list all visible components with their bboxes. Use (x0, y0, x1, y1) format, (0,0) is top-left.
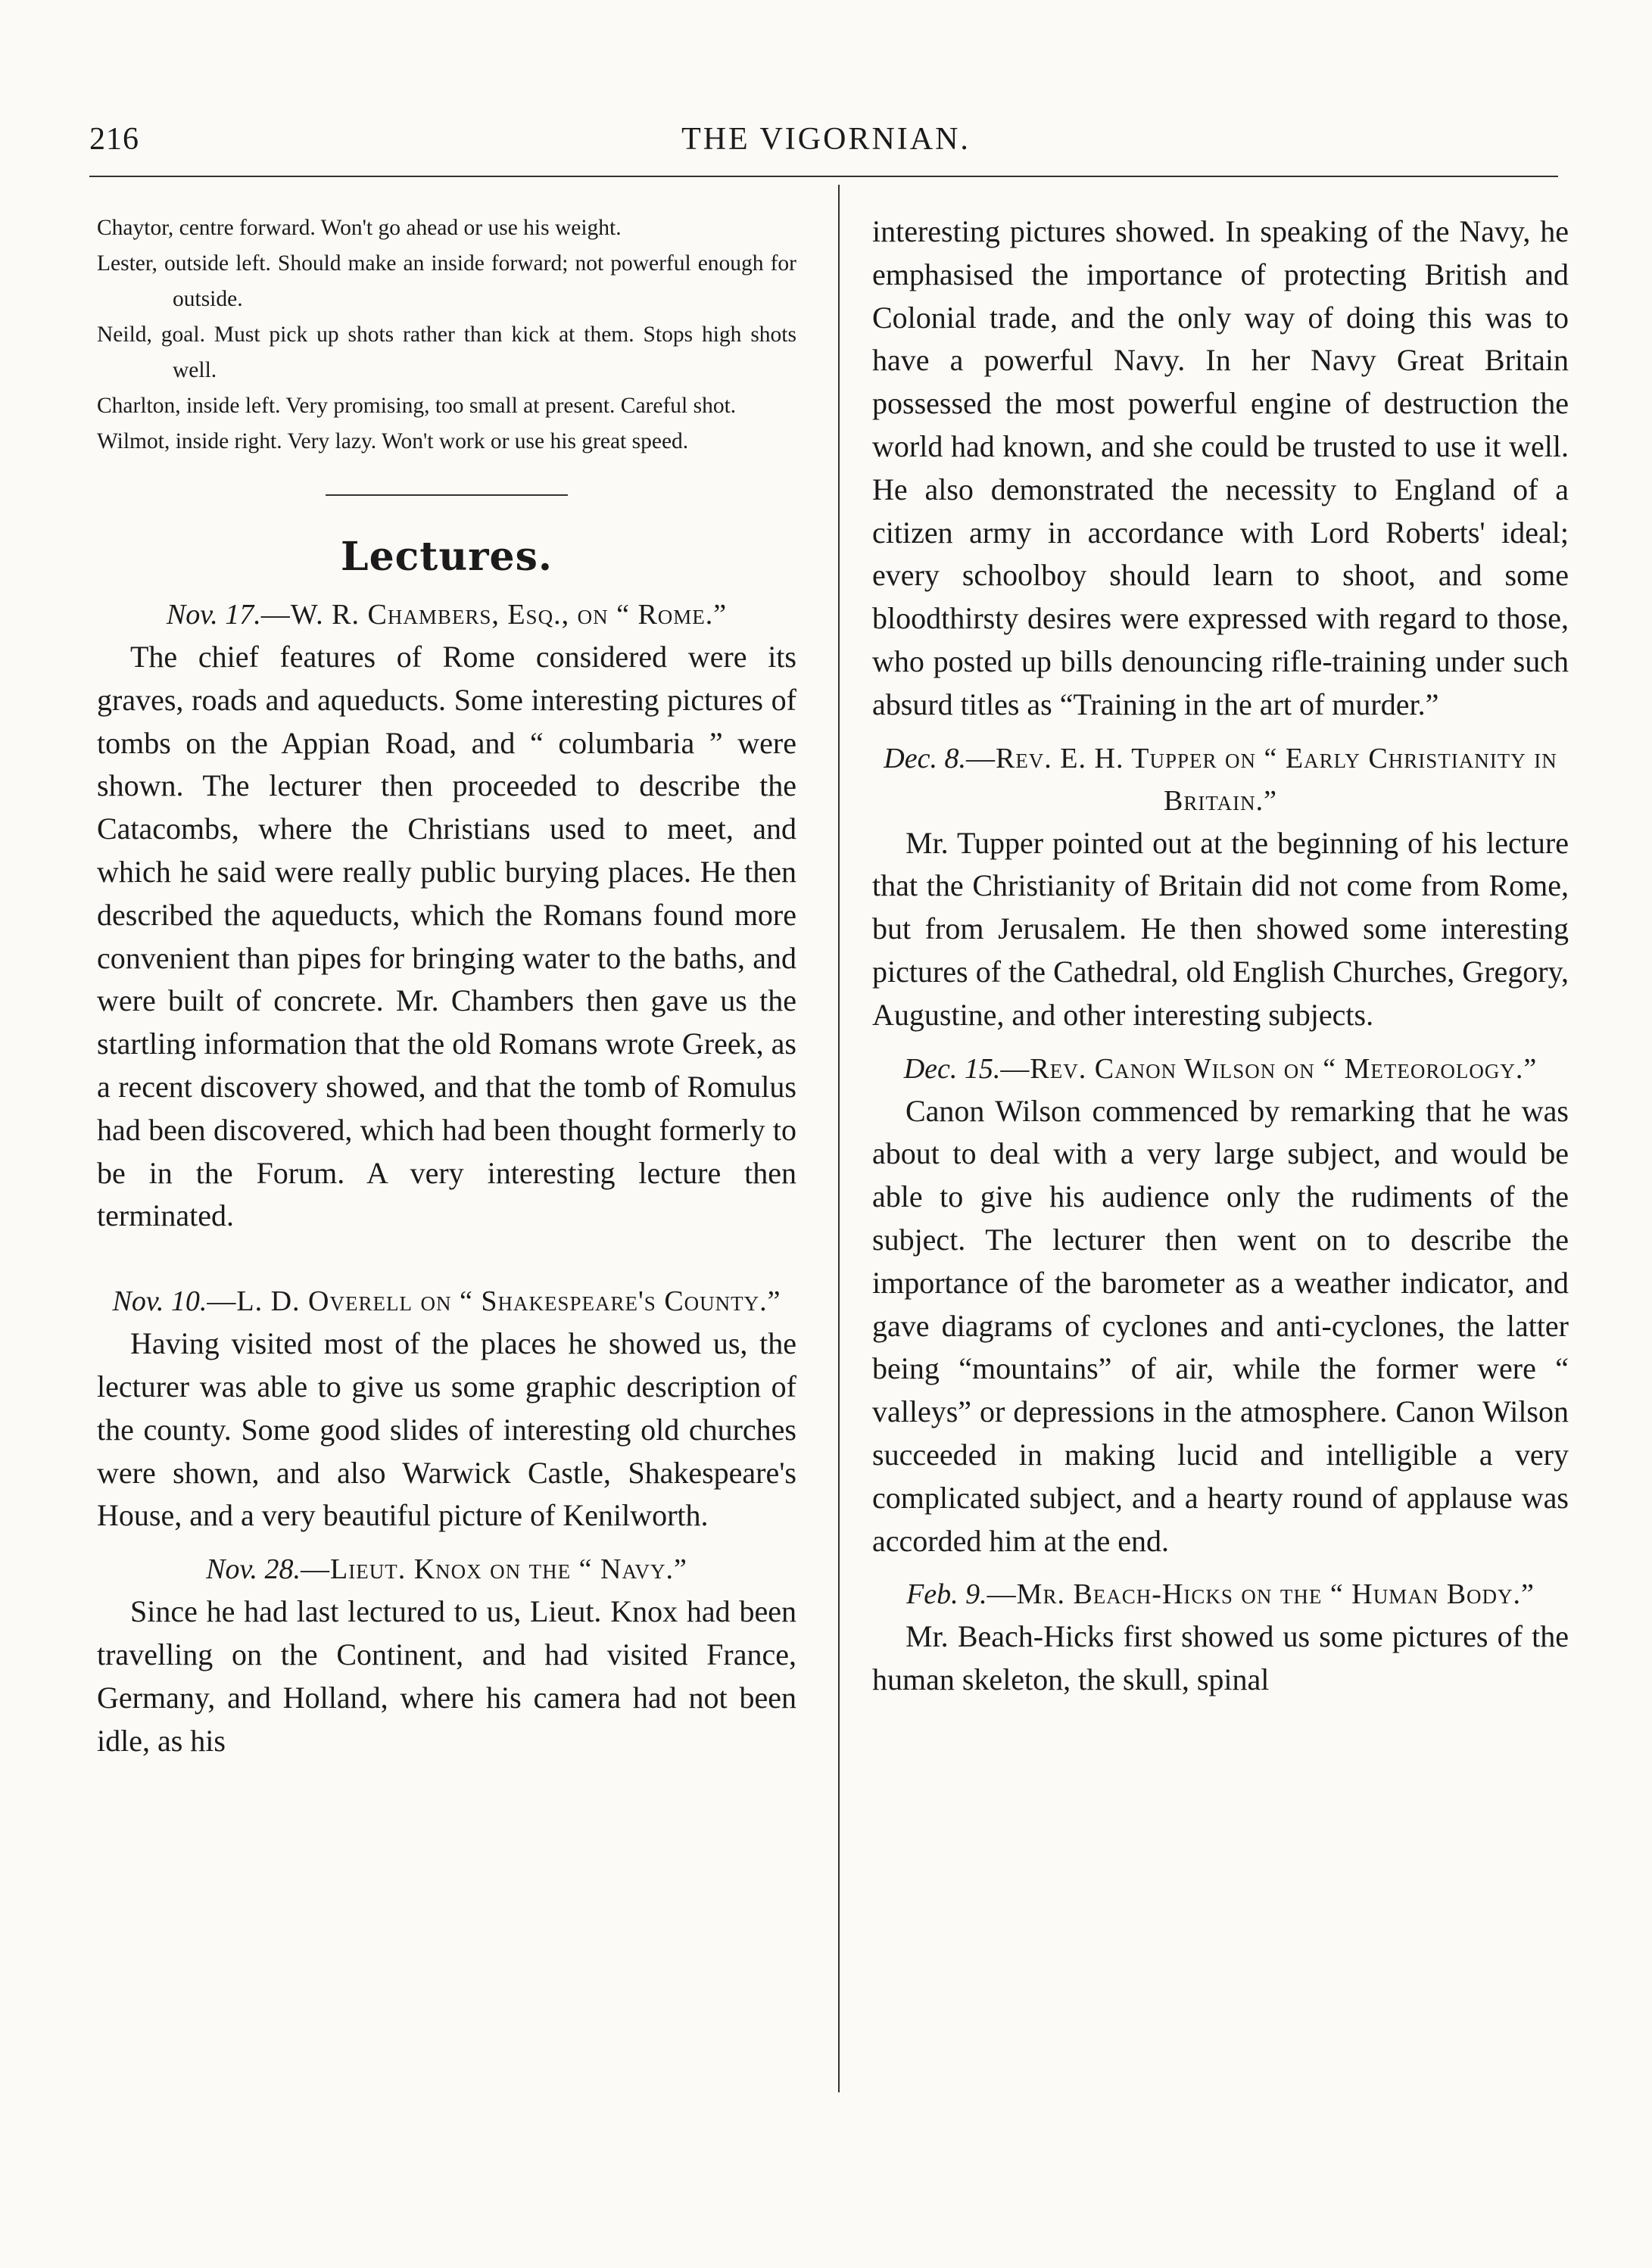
lecture-date: Dec. 8. (884, 742, 966, 774)
player-note: Wilmot, inside right. Very lazy. Won't work or use his great speed. (97, 429, 689, 453)
lecture-title: —W. R. Chambers, Esq., on “ Rome.” (260, 599, 728, 631)
lecture-heading (872, 1048, 1569, 1090)
lecture-body: Mr. Beach-Hicks first showed us some pictures of the human skeleton, the skull, spinal (872, 1619, 1569, 1697)
player-notes (97, 210, 796, 460)
section-title: Lectures. (341, 534, 553, 580)
lecture-title: —Mr. Beach-Hicks on the “ Human Body.” (987, 1578, 1535, 1611)
lecture-date: Feb. 9. (906, 1578, 987, 1611)
player-note: Lester, outside left. Should make an inside forward; not powerful enough for outside. (97, 251, 796, 311)
lecture-heading (872, 1573, 1569, 1615)
lecture-heading (97, 593, 796, 636)
player-note: Chaytor, centre forward. Won't go ahead or use his weight. (97, 216, 622, 240)
lecture-date: Nov. 17. (166, 599, 261, 631)
lecture-body: Since he had last lectured to us, Lieut. Knox had been travelling on the Continent, and had visited France, Germany, and Holland, where his camera had not been idle, as his (97, 1594, 796, 1758)
lecture-title: —Rev. Canon Wilson on “ Meteorology.” (1000, 1052, 1538, 1085)
column-divider (838, 185, 840, 2092)
lecture-heading (872, 737, 1569, 822)
lecture-body-continued: interesting pictures showed. In speaking of the Navy, he emphasised the importance of protecting British and Colonial trade, and the only way of doing this was to have a powerful Navy. In her Navy Great Britain possessed the most powerful engine of destruction the world had known, and she could be trusted to use it well. He also demonstrated the necessity to England of a citizen army in accordance with Lord Roberts' ideal; every schoolboy should learn to shoot, and some bloodthirsty desires were expressed with regard to those, who posted up bills denouncing rifle-training under such absurd titles as “Training in the art of murder.” (872, 214, 1569, 721)
lecture-title: —Lieut. Knox on the “ Navy.” (301, 1553, 687, 1586)
player-note: Charlton, inside left. Very promising, too small at present. Careful shot. (97, 394, 737, 418)
lecture-date: Nov. 28. (206, 1553, 301, 1586)
lecture-date: Dec. 15. (903, 1052, 1001, 1085)
running-head: THE VIGORNIAN. (681, 122, 971, 157)
lecture-date: Nov. 10. (112, 1285, 207, 1318)
player-note: Neild, goal. Must pick up shots rather than kick at them. Stops high shots well. (97, 322, 796, 382)
lecture-body: The chief features of Rome considered were its graves, roads and aqueducts. Some interesting pictures of tombs on the Appian Road, and “ columbaria ” were shown. The lecturer then proceeded to describe the Catacombs, where the Christians used to meet, and which he said were really public burying places. He then described the aqueducts, which the Romans found more convenient than pipes for bringing water to the baths, and were built of concrete. Mr. Chambers then gave us the startling information that the old Romans wrote Greek, as a recent discovery showed, and that the tomb of Romulus had been discovered, which had been thought formerly to be in the Forum. A very interesting lecture then terminated. (97, 640, 796, 1233)
section-divider (326, 494, 568, 496)
left-column (97, 210, 796, 1762)
page-number: 216 (89, 122, 139, 157)
lecture-body: Mr. Tupper pointed out at the beginning of his lecture that the Christianity of Britain did not come from Rome, but from Jerusalem. He then showed some interesting pictures of the Cathedral, old English Churches, Gregory, Augustine, and other interesting subjects. (872, 825, 1569, 1032)
lecture-heading (97, 1548, 796, 1590)
lecture-body: Canon Wilson commenced by remarking that he was about to deal with a very large subject, and would be able to give his audience only the rudiments of the subject. The lecturer then went on to describe the importance of the barometer as a weather indicator, and gave diagrams of cyclones and anti-cyclones, the latter being “mountains” of air, while the former were “ valleys” or depressions in the atmosphere. Canon Wilson succeeded in making lucid and intelligible a very complicated subject, and a hearty round of applause was accorded him at the end. (872, 1093, 1569, 1558)
header-rule (89, 176, 1558, 177)
lecture-title: —Rev. E. H. Tupper on “ Early Christianity in Britain.” (965, 742, 1557, 817)
lecture-body: Having visited most of the places he showed us, the lecturer was able to give us some graphic description of the county. Some good slides of interesting old churches were shown, and also Warwick Castle, Shakespeare's House, and a very beautiful picture of Kenilworth. (97, 1326, 796, 1533)
right-column (872, 210, 1569, 1702)
lecture-title: —L. D. Overell on “ Shakespeare's County.” (207, 1285, 781, 1318)
lecture-heading (97, 1280, 796, 1322)
